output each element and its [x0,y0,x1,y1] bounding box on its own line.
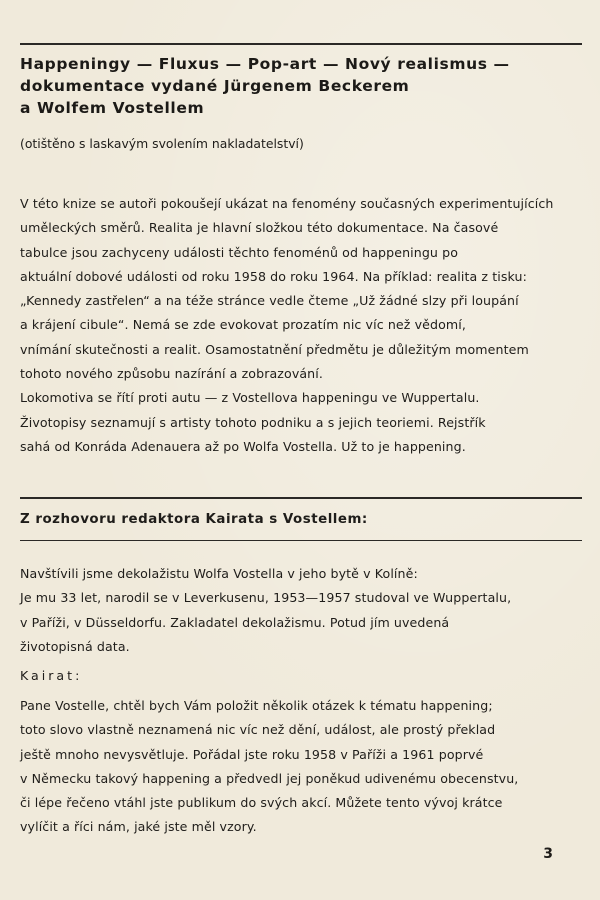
text-line: a krájení cibule“. Nemá se zde evokovat prozatím nic víc než vědomí, [20,317,466,333]
intro-paragraph [20,192,586,459]
section-rule [20,497,582,499]
text-line: tabulce jsou zachyceny události těchto fenoménů od happeningu po [20,244,459,260]
text-line: sahá od Konráda Adenauera až po Wolfa Vostella. Už to je happening. [20,438,466,454]
text-line: ještě mnoho nevysvětluje. Pořádal jste roku 1958 v Paříži a 1961 poprvé [20,746,484,762]
section-rule-bottom [20,540,582,541]
text-line: Lokomotiva se řítí proti autu — z Vostellova happeningu ve Wuppertalu. [20,390,480,406]
speaker-label: Kairat: [20,668,83,683]
question-paragraph [20,694,586,840]
text-line: Životopisy seznamují s artisty tohoto podniku a s jejich teoriemi. Rejstřík [20,414,486,430]
text-line: či lépe řečeno vtáhl jste publikum do svých akcí. Můžete tento vývoj krátce [20,795,503,811]
text-line: Navštívili jsme dekolažistu Wolfa Vostella v jeho bytě v Kolíně: [20,566,418,581]
top-rule [20,43,582,45]
interview-title: Z rozhovoru redaktora Kairata s Vostellem: [20,512,368,527]
permission-note: (otištěno s laskavým svolením nakladatelství) [20,136,304,151]
document-title [20,53,580,119]
text-line: „Kennedy zastřelen“ a na téže stránce vedle čteme „Už žádné slzy při loupání [20,293,519,309]
text-line: tohoto nového způsobu nazírání a zobrazování. [20,366,323,382]
text-line: aktuální dobové události od roku 1958 do roku 1964. Na příklad: realita z tisku: [20,268,527,284]
title-line: Happeningy — Fluxus — Pop-art — Nový realismus — [20,55,510,73]
text-line: vnímání skutečnosti a realit. Osamostatnění předmětu je důležitým momentem [20,341,529,357]
text-line: Je mu 33 let, narodil se v Leverkusenu, 1953—1957 studoval ve Wuppertalu, [20,590,512,606]
text-line: životopisná data. [20,638,130,654]
text-line: toto slovo vlastně neznamená nic víc než dění, událost, ale prostý překlad [20,722,496,738]
page-number: 3 [543,846,553,862]
text-line: v Paříži, v Düsseldorfu. Zakladatel dekolažismu. Potud jím uvedená [20,614,450,630]
text-line: uměleckých směrů. Realita je hlavní složkou této dokumentace. Na časové [20,220,499,236]
bio-paragraph [20,562,586,659]
text-line: v Německu takový happening a předvedl jej poněkud udivenému obecenstvu, [20,770,519,786]
text-line: V této knize se autoři pokoušejí ukázat na fenomény současných experimentujících [20,196,554,211]
text-line: Pane Vostelle, chtěl bych Vám položit několik otázek k tématu happening; [20,698,493,713]
title-line: dokumentace vydané Jürgenem Beckerem [20,77,410,95]
title-line: a Wolfem Vostellem [20,99,205,117]
text-line: vylíčit a říci nám, jaké jste měl vzory. [20,819,257,835]
